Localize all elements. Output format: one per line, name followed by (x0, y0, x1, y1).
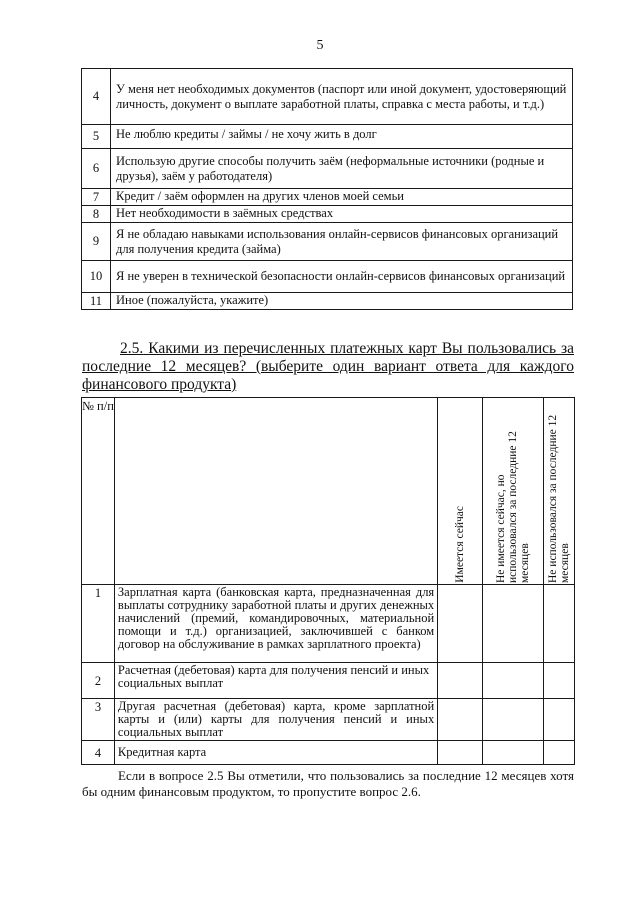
table-row (82, 293, 573, 310)
header-has-now (438, 398, 483, 585)
answer-cell-has-now[interactable] (438, 585, 483, 663)
answer-cell-has-now[interactable] (438, 699, 483, 741)
row-number: 5 (82, 125, 111, 149)
row-text: Иное (пожалуйста, укажите) (111, 293, 573, 310)
table-row (82, 699, 575, 741)
row-text: У меня нет необходимых документов (паспорт или иной документ, удостоверяющий личность, документ о выплате заработной платы, справка с места работы, и т.д.) (111, 69, 573, 125)
answer-cell-used-last-12[interactable] (483, 585, 544, 663)
skip-instruction: Если в вопросе 2.5 Вы отметили, что пользовались за последние 12 месяцев хотя бы одним финансовым продуктом, то пропустите вопрос 2.6. (82, 768, 574, 799)
table-row (82, 585, 575, 663)
table-row (82, 261, 573, 293)
reasons-table (81, 68, 573, 310)
row-number: 6 (82, 149, 111, 189)
row-number: 10 (82, 261, 111, 293)
table-row (82, 69, 573, 125)
row-text: Зарплатная карта (банковская карта, предназначенная для выплаты сотруднику заработной платы и других денежных начислений (премий, командировочных, материальной помощи и т.д.) организацией, заключившей с банком договор на обслуживание в рамках зарплатного проекта) (114, 585, 437, 663)
row-number: 11 (82, 293, 111, 310)
answer-cell-has-now[interactable] (438, 741, 483, 765)
table-row (82, 741, 575, 765)
table-row (82, 125, 573, 149)
question-number: 2.5. (120, 340, 144, 357)
row-text: Расчетная (дебетовая) карта для получения пенсий и иных социальных выплат (114, 663, 437, 699)
row-number: 1 (82, 585, 115, 663)
row-number: 8 (82, 206, 111, 223)
answer-cell-used-last-12[interactable] (483, 699, 544, 741)
row-text: Кредитная карта (114, 741, 437, 765)
row-number: 9 (82, 223, 111, 261)
answer-cell-not-used[interactable] (543, 663, 574, 699)
answer-cell-not-used[interactable] (543, 741, 574, 765)
row-number: 2 (82, 663, 115, 699)
table-row (82, 206, 573, 223)
row-text: Использую другие способы получить заём (неформальные источники (родные и друзья), заём у работодателя) (111, 149, 573, 189)
answer-cell-not-used[interactable] (543, 699, 574, 741)
header-used-last-12 (483, 398, 544, 585)
row-number: 3 (82, 699, 115, 741)
header-not-used (543, 398, 574, 585)
row-number: 4 (82, 69, 111, 125)
header-used-last-12-label: Не имеется сейчас, но использовался за последние 12 месяцев (495, 431, 532, 583)
row-number: 4 (82, 741, 115, 765)
header-description (114, 398, 437, 585)
row-text: Нет необходимости в заёмных средствах (111, 206, 573, 223)
page-number: 5 (316, 38, 324, 53)
answer-cell-not-used[interactable] (543, 585, 574, 663)
table-row (82, 663, 575, 699)
cards-table (81, 397, 575, 765)
header-has-now-label: Имеется сейчас (454, 506, 467, 583)
row-number: 7 (82, 189, 111, 206)
row-text: Я не уверен в технической безопасности онлайн-сервисов финансовых организаций (111, 261, 573, 293)
table-row (82, 189, 573, 206)
row-text: Другая расчетная (дебетовая) карта, кроме зарплатной карты и (или) карты для получения пенсий и иных социальных выплат (114, 699, 437, 741)
table-header-row (82, 398, 575, 585)
table-row (82, 149, 573, 189)
answer-cell-used-last-12[interactable] (483, 741, 544, 765)
row-text: Я не обладаю навыками использования онлайн-сервисов финансовых организаций для получения кредита (займа) (111, 223, 573, 261)
row-text: Не люблю кредиты / займы / не хочу жить в долг (111, 125, 573, 149)
row-text: Кредит / заём оформлен на других членов моей семьи (111, 189, 573, 206)
header-not-used-label: Не использовался за последние 12 месяцев (546, 414, 571, 583)
answer-cell-used-last-12[interactable] (483, 663, 544, 699)
table-row (82, 223, 573, 261)
question-text: Какими из перечисленных платежных карт Вы пользовались за последние 12 месяцев? (выберите один вариант ответа для каждого финансового продукта) (82, 340, 575, 393)
answer-cell-has-now[interactable] (438, 663, 483, 699)
question-heading (82, 340, 574, 394)
header-number: № п/п (82, 398, 115, 585)
